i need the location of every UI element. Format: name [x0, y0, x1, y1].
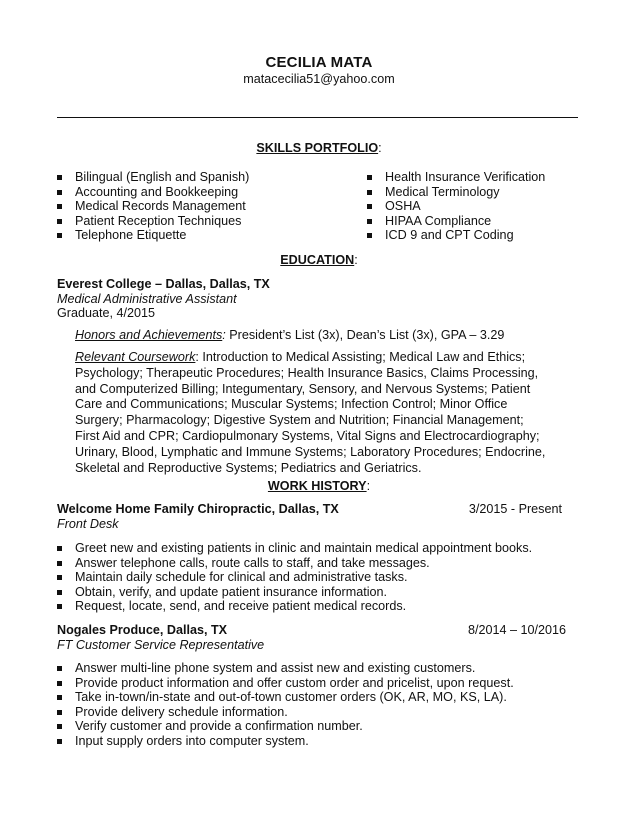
coursework-line: Surgery; Pharmacology; Digestive System and Nutrition; Financial Management;: [75, 413, 524, 428]
skills-section-title: [0, 141, 638, 155]
duty-item: [57, 541, 532, 556]
job-dates: 3/2015 - Present: [468, 502, 562, 516]
bullet-square-icon: [57, 233, 62, 238]
skill-text: Telephone Etiquette: [75, 228, 187, 243]
duty-text: Answer multi-line phone system and assist new and existing customers.: [75, 661, 476, 675]
bullet-square-icon: [367, 233, 372, 238]
bullet-square-icon: [367, 219, 372, 224]
bullet-square-icon: [57, 219, 62, 224]
skill-item: [57, 170, 249, 185]
coursework-line: First Aid and CPR; Cardiopulmonary Systems, Vital Signs and Electrocardiography;: [75, 428, 540, 443]
duty-item: [57, 705, 514, 720]
honors-colon: :: [222, 328, 226, 342]
job-role: Front Desk: [57, 517, 119, 531]
skill-item: [57, 185, 249, 200]
honors-line: [75, 328, 504, 343]
coursework-paragraph: [75, 350, 575, 476]
bullet-square-icon: [57, 546, 62, 551]
duty-item: [57, 599, 532, 614]
bullet-square-icon: [57, 575, 62, 580]
duty-text: Provide product information and offer custom order and pricelist, upon request.: [75, 675, 514, 690]
bullet-square-icon: [367, 175, 372, 180]
bullet-square-icon: [57, 204, 62, 209]
coursework-line: Psychology; Therapeutic Procedures; Health Insurance Basics, Claims Processing,: [75, 365, 539, 380]
bullet-square-icon: [57, 695, 62, 700]
education-section-title: [0, 253, 638, 267]
bullet-square-icon: [57, 604, 62, 609]
honors-text: President’s List (3x), Dean’s List (3x), GPA – 3.29: [225, 328, 505, 342]
duty-item: [57, 676, 514, 691]
skill-text: Medical Records Management: [75, 199, 246, 214]
education-title-text: EDUCATION: [280, 253, 355, 267]
skill-text: Bilingual (English and Spanish): [75, 170, 250, 184]
work-title-colon: :: [366, 479, 371, 493]
skill-text: OSHA: [385, 199, 421, 214]
duty-text: Request, locate, send, and receive patient medical records.: [75, 599, 407, 614]
school-name: Everest College – Dallas, Dallas, TX: [57, 277, 270, 291]
bullet-square-icon: [57, 590, 62, 595]
duty-text: Answer telephone calls, route calls to staff, and take messages.: [75, 555, 430, 570]
work-title-text: WORK HISTORY: [267, 479, 367, 493]
duty-item: [57, 585, 532, 600]
skill-item: [367, 228, 545, 243]
coursework-line: Skeletal and Reproductive Systems; Pediatrics and Geriatrics.: [75, 460, 422, 475]
skill-text: HIPAA Compliance: [385, 213, 492, 228]
skill-item: [367, 170, 545, 185]
duty-text: Greet new and existing patients in clinic and maintain medical appointment books.: [75, 541, 533, 555]
skill-item: [57, 228, 249, 243]
duty-text: Maintain daily schedule for clinical and administrative tasks.: [75, 570, 408, 585]
coursework-label: Relevant Coursework: [75, 350, 196, 364]
skill-text: Medical Terminology: [385, 184, 500, 199]
job-employer: Nogales Produce, Dallas, TX: [57, 623, 228, 637]
skills-list-right: [367, 170, 545, 243]
bullet-square-icon: [57, 724, 62, 729]
bullet-square-icon: [57, 710, 62, 715]
bullet-square-icon: [57, 681, 62, 686]
skills-list-left: [57, 170, 249, 243]
duty-item: [57, 556, 532, 571]
bullet-square-icon: [367, 190, 372, 195]
bullet-square-icon: [367, 204, 372, 209]
duty-text: Take in-town/in-state and out-of-town customer orders (OK, AR, MO, KS, LA).: [75, 690, 507, 705]
bullet-square-icon: [57, 175, 62, 180]
job-dates: 8/2014 – 10/2016: [467, 623, 566, 637]
coursework-line: Urinary, Blood, Lymphatic and Immune Systems; Laboratory Procedures; Endocrine,: [75, 444, 546, 459]
honors-label: Honors and Achievements: [75, 328, 223, 342]
duty-text: Input supply orders into computer system.: [75, 733, 309, 748]
program-name: Medical Administrative Assistant: [57, 292, 237, 306]
coursework-colon: :: [195, 350, 199, 364]
skill-item: [57, 199, 249, 214]
skill-text: Health Insurance Verification: [385, 170, 546, 184]
skill-item: [367, 185, 545, 200]
skill-item: [57, 214, 249, 229]
header-divider: [57, 117, 578, 118]
skill-item: [367, 214, 545, 229]
graduation-date: Graduate, 4/2015: [57, 306, 156, 320]
education-title-colon: :: [354, 253, 358, 267]
skills-title-colon: :: [378, 141, 382, 155]
job-employer: Welcome Home Family Chiropractic, Dallas, TX: [57, 502, 339, 516]
work-section-title: [0, 479, 638, 493]
bullet-square-icon: [57, 739, 62, 744]
duty-item: [57, 690, 514, 705]
duty-text: Provide delivery schedule information.: [75, 704, 288, 719]
job-duties-list: [57, 661, 514, 749]
bullet-square-icon: [57, 666, 62, 671]
coursework-line: [75, 350, 575, 366]
skills-title-text: SKILLS PORTFOLIO: [256, 141, 379, 155]
duty-item: [57, 719, 514, 734]
duty-item: [57, 661, 514, 676]
duty-text: Verify customer and provide a confirmation number.: [75, 719, 363, 734]
skill-text: Accounting and Bookkeeping: [75, 184, 239, 199]
skill-text: ICD 9 and CPT Coding: [385, 228, 514, 243]
skill-item: [367, 199, 545, 214]
coursework-line: Care and Communications; Muscular Systems; Infection Control; Minor Office: [75, 397, 508, 412]
duty-text: Obtain, verify, and update patient insurance information.: [75, 584, 387, 599]
duty-item: [57, 734, 514, 749]
bullet-square-icon: [57, 561, 62, 566]
bullet-square-icon: [57, 190, 62, 195]
resume-name: CECILIA MATA: [265, 54, 373, 71]
coursework-text: Introduction to Medical Assisting; Medical Law and Ethics;: [198, 350, 526, 364]
email-address: matacecilia51@yahoo.com: [243, 72, 395, 86]
coursework-line: and Computerized Billing; Integumentary, Sensory, and Nervous Systems; Patient: [75, 381, 531, 396]
skill-text: Patient Reception Techniques: [75, 213, 242, 228]
duty-item: [57, 570, 532, 585]
job-role: FT Customer Service Representative: [57, 638, 265, 652]
job-duties-list: [57, 541, 532, 614]
